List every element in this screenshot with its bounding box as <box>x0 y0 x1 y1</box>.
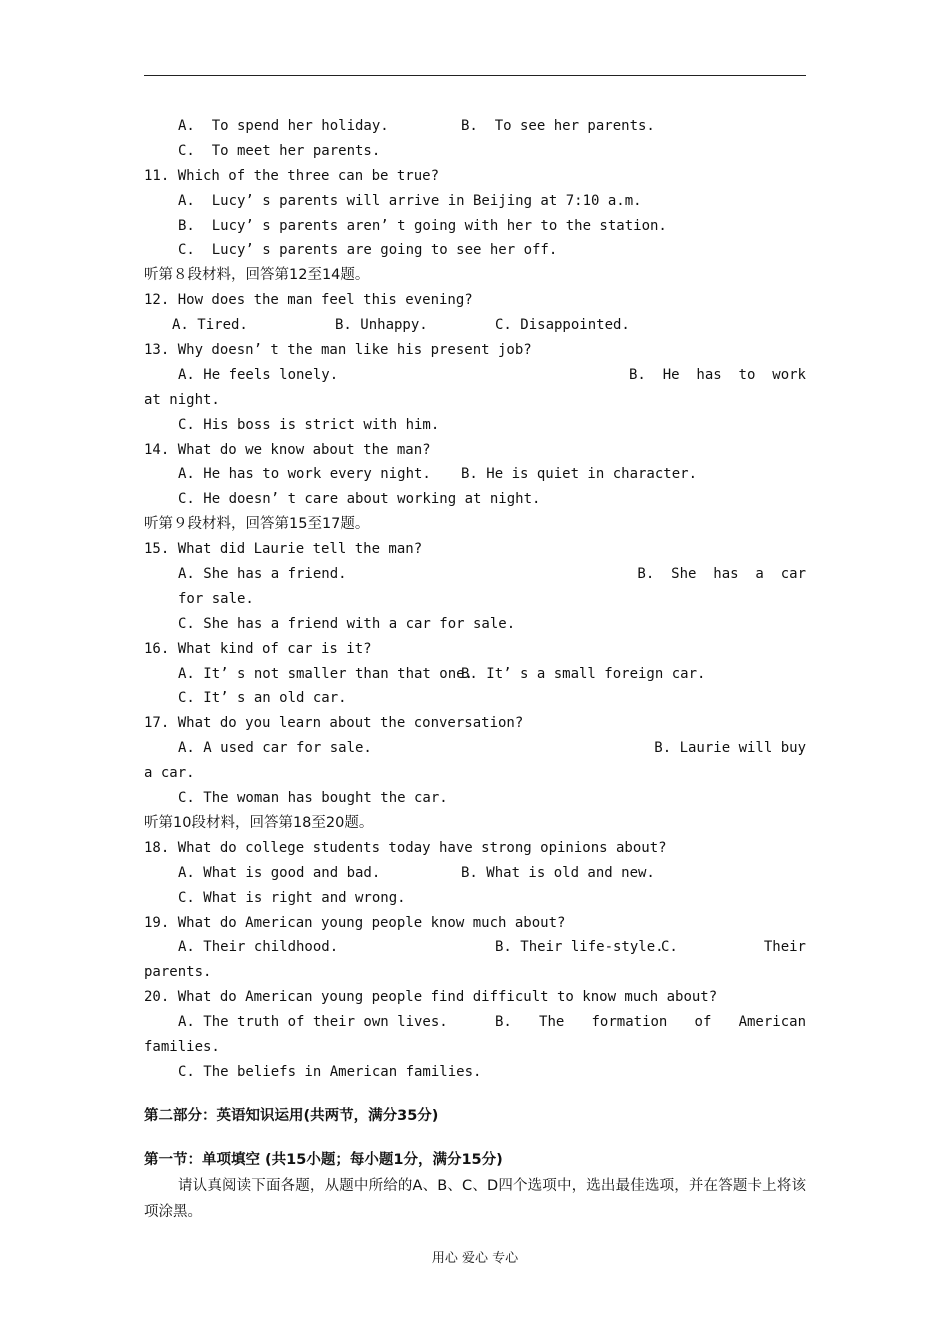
q19-option-c-cont: parents. <box>144 964 212 981</box>
q16-option-a: A. It’ s not smaller than that one. <box>178 665 474 682</box>
q20-option-b-word1: The <box>539 1014 565 1031</box>
q13-stem: 13. Why doesn’ t the man like his present job? <box>144 342 532 359</box>
q18-stem: 18. What do college students today have strong opinions about? <box>144 839 667 856</box>
document-body <box>144 114 806 1225</box>
section-10-instruction: 听第10段材料，回答第18至20题。 <box>144 814 374 831</box>
q20-option-a: A. The truth of their own lives. <box>178 1014 448 1031</box>
q19-option-b: B. Their life-style. <box>495 939 664 956</box>
q13-options-ab <box>144 363 806 388</box>
q17-option-a: A. A used car for sale. <box>178 740 372 757</box>
q11-stem: 11. Which of the three can be true? <box>144 167 440 184</box>
q13-option-b: B. He has to work <box>628 366 806 383</box>
q19-stem: 19. What do American young people know much about? <box>144 914 566 931</box>
q14-options-ab <box>144 462 806 487</box>
page-footer: 用心 爱心 专心 <box>431 1251 519 1266</box>
q15-option-a: A. She has a friend. <box>178 566 347 583</box>
section-9-instruction: 听第９段材料，回答第15至17题。 <box>144 516 370 533</box>
q17-option-c: C. The woman has bought the car. <box>178 790 448 807</box>
q20-option-b-word2: formation <box>591 1014 668 1031</box>
q13-option-c: C. His boss is strict with him. <box>178 416 440 433</box>
section1-heading: 第一节：单项填空 (共15小题；每小题1分，满分15分) <box>144 1151 503 1168</box>
q20-options-ab <box>144 1010 806 1035</box>
q20-option-b-word4: American <box>738 1014 806 1031</box>
q14-option-a: A. He has to work every night. <box>178 466 431 483</box>
q20-option-b-letter: B. <box>495 1014 512 1031</box>
q19-option-c-letter: C. <box>661 939 678 956</box>
q12-option-b: B. Unhappy. <box>335 317 428 334</box>
q16-options-ab <box>144 662 806 687</box>
q15-option-c: C. She has a friend with a car for sale. <box>178 615 516 632</box>
instruction-paragraph: 请认真阅读下面各题，从题中所给的A、B、C、D四个选项中，选出最佳选项，并在答题卡上将该项涂黑。 <box>144 1177 806 1220</box>
q11-option-c: C. Lucy’ s parents are going to see her off. <box>178 242 558 259</box>
q17-options-ab <box>144 736 806 761</box>
q16-stem: 16. What kind of car is it? <box>144 640 372 657</box>
q10-option-b: B. To see her parents. <box>461 118 655 134</box>
q12-stem: 12. How does the man feel this evening? <box>144 292 473 309</box>
q12-option-a: A. Tired. <box>172 317 248 334</box>
q10-option-a: A. To spend her holiday. <box>178 118 389 134</box>
q15-options-ab <box>144 562 806 587</box>
q18-options-ab <box>144 861 806 886</box>
part2-heading: 第二部分：英语知识运用(共两节，满分35分) <box>144 1107 439 1124</box>
q18-option-b: B. What is old and new. <box>461 864 655 881</box>
q17-option-b-cont: a car. <box>144 765 195 782</box>
q11-option-b: B. Lucy’ s parents aren’ t going with her to the station. <box>178 217 667 234</box>
q15-option-b-cont: for sale. <box>178 590 254 607</box>
q18-option-c: C. What is right and wrong. <box>178 889 406 906</box>
q15-stem: 15. What did Laurie tell the man? <box>144 541 423 558</box>
q19-option-a: A. Their childhood. <box>178 939 339 956</box>
q10-option-c: C. To meet her parents. <box>178 142 381 159</box>
q20-option-c: C. The beliefs in American families. <box>178 1063 482 1080</box>
q20-option-b-word3: of <box>694 1014 712 1031</box>
section-8-instruction: 听第８段材料，回答第12至14题。 <box>144 267 370 284</box>
q18-option-a: A. What is good and bad. <box>178 864 381 881</box>
q16-option-c: C. It’ s an old car. <box>178 690 347 707</box>
q17-stem: 17. What do you learn about the conversation? <box>144 715 524 732</box>
q16-option-b: B. It’ s a small foreign car. <box>461 665 706 682</box>
q10-options-ab <box>144 114 806 139</box>
q14-option-b: B. He is quiet in character. <box>461 466 698 483</box>
q20-option-b-cont: families. <box>144 1038 220 1055</box>
q15-option-b: B. She has a car <box>637 566 806 583</box>
q14-option-c: C. He doesn’ t care about working at night. <box>178 491 541 508</box>
header-rule <box>144 75 806 76</box>
q14-stem: 14. What do we know about the man? <box>144 441 431 458</box>
q19-option-c-text: Their <box>763 939 806 956</box>
q17-option-b: B. Laurie will buy <box>654 740 806 757</box>
q12-option-c: C. Disappointed. <box>495 317 630 334</box>
q11-option-a: A. Lucy’ s parents will arrive in Beijing at 7:10 a.m. <box>178 192 642 209</box>
q13-option-a: A. He feels lonely. <box>178 366 339 383</box>
q20-stem: 20. What do American young people find difficult to know much about? <box>144 989 718 1006</box>
q12-options <box>144 313 806 338</box>
q19-options <box>144 935 806 960</box>
q13-option-b-cont: at night. <box>144 391 220 408</box>
